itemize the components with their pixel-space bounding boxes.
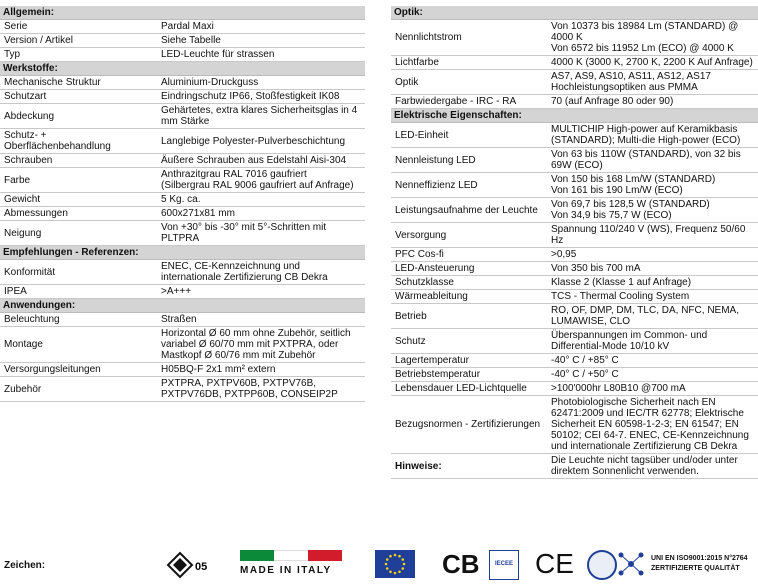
spec-row: [0, 207, 365, 221]
made-in-italy-text: MADE IN ITALY: [240, 565, 332, 576]
spec-key: LED-Einheit: [391, 123, 548, 148]
spec-row: [391, 276, 758, 290]
spec-row: [391, 123, 758, 148]
spec-row: [391, 223, 758, 248]
spec-value: >0,95: [548, 248, 758, 262]
spec-row: [391, 56, 758, 70]
spec-key: Neigung: [0, 221, 158, 246]
spec-value: Pardal Maxi: [158, 20, 365, 34]
spec-row: [391, 454, 758, 479]
right-spec-table: [391, 6, 758, 479]
iso-text-line2: ZERTIFIZIERTE QUALITÄT: [651, 565, 740, 572]
eu-star-icon: [394, 554, 397, 557]
spec-key: Schrauben: [0, 154, 158, 168]
spec-row: [391, 304, 758, 329]
spec-key: Abdeckung: [0, 104, 158, 129]
spec-key: Optik: [391, 70, 548, 95]
spec-value: >A+++: [158, 285, 365, 299]
eu-star-icon: [398, 555, 401, 558]
spec-value: Von 10373 bis 18984 Lm (STANDARD) @ 4000 K Von 6572 bis 11952 Lm (ECO) @ 4000 K: [548, 20, 758, 56]
spec-key: Zubehör: [0, 377, 158, 402]
spec-row: [0, 260, 365, 285]
spec-row: [0, 20, 365, 34]
ce-mark: CE: [535, 548, 574, 579]
spec-row: [391, 95, 758, 109]
spec-row: [391, 173, 758, 198]
eu-flag-icon: [375, 550, 415, 578]
spec-value: Langlebige Polyester-Pulverbeschichtung: [158, 129, 365, 154]
section-header: [0, 299, 365, 313]
eu-star-icon: [386, 558, 389, 561]
spec-value: Siehe Tabelle: [158, 34, 365, 48]
spec-value: 5 Kg. ca.: [158, 193, 365, 207]
spec-row: [391, 290, 758, 304]
section-header: [0, 6, 365, 20]
spec-row: [0, 34, 365, 48]
spec-row: [391, 20, 758, 56]
spec-value: Anthrazitgrau RAL 7016 gaufriert (Silbergrau RAL 9006 gaufriert auf Anfrage): [158, 168, 365, 193]
spec-row: [0, 285, 365, 299]
spec-value: Von +30° bis -30° mit 5°-Schritten mit PLTPRA: [158, 221, 365, 246]
spec-value: Straßen: [158, 313, 365, 327]
spec-value: AS7, AS9, AS10, AS11, AS12, AS17 Hochleistungsoptiken aus PMMA: [548, 70, 758, 95]
spec-key: Abmessungen: [0, 207, 158, 221]
eu-star-icon: [389, 555, 392, 558]
spec-value: Von 350 bis 700 mA: [548, 262, 758, 276]
spec-row: [391, 382, 758, 396]
spec-key: Nennleistung LED: [391, 148, 548, 173]
iso-text-line1: UNI EN ISO9001:2015 N°2764: [651, 555, 748, 562]
spec-row: [0, 377, 365, 402]
section-header: [0, 246, 365, 260]
iecee-text: IECEE: [494, 561, 513, 567]
spec-value: -40° C / +85° C: [548, 354, 758, 368]
spec-key: PFC Cos-fi: [391, 248, 548, 262]
spec-row: [0, 154, 365, 168]
spec-value: Von 63 bis 110W (STANDARD), von 32 bis 69W (ECO): [548, 148, 758, 173]
spec-value: Klasse 2 (Klasse 1 auf Anfrage): [548, 276, 758, 290]
spec-key: Nennlichtstrom: [391, 20, 548, 56]
spec-key: Serie: [0, 20, 158, 34]
spec-key: Lichtfarbe: [391, 56, 548, 70]
spec-value: Eindringschutz IP66, Stoßfestigkeit IK08: [158, 90, 365, 104]
spec-key: Farbwiedergabe - IRC - RA: [391, 95, 548, 109]
section-title: Elektrische Eigenschaften:: [391, 109, 758, 123]
signs-label: Zeichen:: [4, 560, 46, 571]
spec-row: [391, 396, 758, 454]
spec-value: Spannung 110/240 V (WS), Frequenz 50/60 Hz: [548, 223, 758, 248]
eu-star-icon: [401, 558, 404, 561]
spec-key: Beleuchtung: [0, 313, 158, 327]
section-title: Optik:: [391, 6, 758, 20]
spec-value: Die Leuchte nicht tagsüber und/oder unter direktem Sonnenlicht verwenden.: [548, 454, 758, 479]
signs-row: [0, 548, 758, 587]
spec-key: Mechanische Struktur: [0, 76, 158, 90]
eu-star-icon: [394, 572, 397, 575]
eu-star-icon: [389, 570, 392, 573]
spec-value: Von 69,7 bis 128,5 W (STANDARD) Von 34,9 bis 75,7 W (ECO): [548, 198, 758, 223]
spec-key: Leistungsaufnahme der Leuchte: [391, 198, 548, 223]
spec-key: Typ: [0, 48, 158, 62]
spec-row: [0, 48, 365, 62]
spec-key: Schutzart: [0, 90, 158, 104]
section-header: [391, 6, 758, 20]
section-header: [0, 62, 365, 76]
eu-star-icon: [385, 563, 388, 566]
spec-value: 600x271x81 mm: [158, 207, 365, 221]
spec-key: Bezugsnormen - Zertifizierungen: [391, 396, 548, 454]
eu-star-icon: [403, 563, 406, 566]
spec-value: LED-Leuchte für strassen: [158, 48, 365, 62]
spec-key: Betriebstemperatur: [391, 368, 548, 382]
spec-key: IPEA: [0, 285, 158, 299]
spec-key: Gewicht: [0, 193, 158, 207]
spec-value: 70 (auf Anfrage 80 oder 90): [548, 95, 758, 109]
spec-value: Horizontal Ø 60 mm ohne Zubehör, seitlich variabel Ø 60/70 mm mit PXTPRA, oder Mastkopf Ø 60/76 mm mit Zubehör: [158, 327, 365, 363]
spec-value: 4000 K (3000 K, 2700 K, 2200 K Auf Anfrage): [548, 56, 758, 70]
spec-value: TCS - Thermal Cooling System: [548, 290, 758, 304]
spec-row: [0, 104, 365, 129]
spec-value: Von 150 bis 168 Lm/W (STANDARD) Von 161 bis 190 Lm/W (ECO): [548, 173, 758, 198]
cb-logo: CB: [442, 549, 480, 579]
spec-value: Äußere Schrauben aus Edelstahl Aisi-304: [158, 154, 365, 168]
spec-row: [391, 329, 758, 354]
spec-row: [0, 313, 365, 327]
spec-row: [0, 76, 365, 90]
molecule-icon: [616, 550, 646, 578]
spec-key: Versorgung: [391, 223, 548, 248]
spec-value: Photobiologische Sicherheit nach EN 62471:2009 und IEC/TR 62778; Elektrische Sicherheit EN 60598-1-2-3; EN 61547; EN 50102; CEI 64-7. ENEC, CE-Kennzeichnung und internationale Zertifizierung CB Dekra: [548, 396, 758, 454]
left-spec-table: [0, 6, 365, 402]
spec-key: Schutzklasse: [391, 276, 548, 290]
spec-row: [0, 327, 365, 363]
spec-value: Aluminium-Druckguss: [158, 76, 365, 90]
iso-seal-icon: [587, 550, 617, 580]
spec-value: -40° C / +50° C: [548, 368, 758, 382]
spec-row: [391, 368, 758, 382]
enec-logo: [165, 550, 213, 580]
spec-value: Überspannungen im Common- und Differential-Mode 10/10 kV: [548, 329, 758, 354]
made-in-italy-logo: [240, 550, 342, 580]
spec-key: Hinweise:: [391, 454, 548, 479]
section-title: Empfehlungen - Referenzen:: [0, 246, 365, 260]
spec-row: [391, 148, 758, 173]
spec-value: MULTICHIP High-power auf Keramikbasis (STANDARD); Multi-die High-power (ECO): [548, 123, 758, 148]
section-header: [391, 109, 758, 123]
eu-star-icon: [398, 570, 401, 573]
spec-key: Konformität: [0, 260, 158, 285]
spec-row: [391, 262, 758, 276]
spec-key: Lebensdauer LED-Lichtquelle: [391, 382, 548, 396]
spec-value: H05BQ-F 2x1 mm² extern: [158, 363, 365, 377]
spec-row: [0, 90, 365, 104]
spec-value: PXTPRA, PXTPV60B, PXTPV76B, PXTPV76DB, PXTPP60B, CONSEIP2P: [158, 377, 365, 402]
spec-row: [0, 129, 365, 154]
iso-text: [651, 554, 748, 574]
spec-row: [0, 363, 365, 377]
spec-key: LED-Ansteuerung: [391, 262, 548, 276]
spec-value: Gehärtetes, extra klares Sicherheitsglas in 4 mm Stärke: [158, 104, 365, 129]
spec-key: Farbe: [0, 168, 158, 193]
enec-number: 05: [195, 561, 208, 573]
spec-row: [0, 168, 365, 193]
spec-row: [391, 354, 758, 368]
iecee-logo: [489, 550, 519, 580]
spec-key: Nenneffizienz LED: [391, 173, 548, 198]
spec-value: ENEC, CE-Kennzeichnung und internationale Zertifizierung CB Dekra: [158, 260, 365, 285]
section-title: Allgemein:: [0, 6, 365, 20]
eu-star-icon: [401, 567, 404, 570]
section-title: Werkstoffe:: [0, 62, 365, 76]
spec-key: Schutz- + Oberflächenbehandlung: [0, 129, 158, 154]
spec-key: Wärmeableitung: [391, 290, 548, 304]
spec-row: [391, 70, 758, 95]
spec-key: Version / Artikel: [0, 34, 158, 48]
spec-key: Schutz: [391, 329, 548, 354]
spec-row: [0, 193, 365, 207]
spec-key: Lagertemperatur: [391, 354, 548, 368]
section-title: Anwendungen:: [0, 299, 365, 313]
spec-key: Betrieb: [391, 304, 548, 329]
eu-star-icon: [386, 567, 389, 570]
spec-row: [0, 221, 365, 246]
spec-value: >100'000hr L80B10 @700 mA: [548, 382, 758, 396]
spec-key: Montage: [0, 327, 158, 363]
spec-value: RO, OF, DMP, DM, TLC, DA, NFC, NEMA, LUMAWISE, CLO: [548, 304, 758, 329]
spec-key: Versorgungsleitungen: [0, 363, 158, 377]
spec-row: [391, 198, 758, 223]
spec-row: [391, 248, 758, 262]
